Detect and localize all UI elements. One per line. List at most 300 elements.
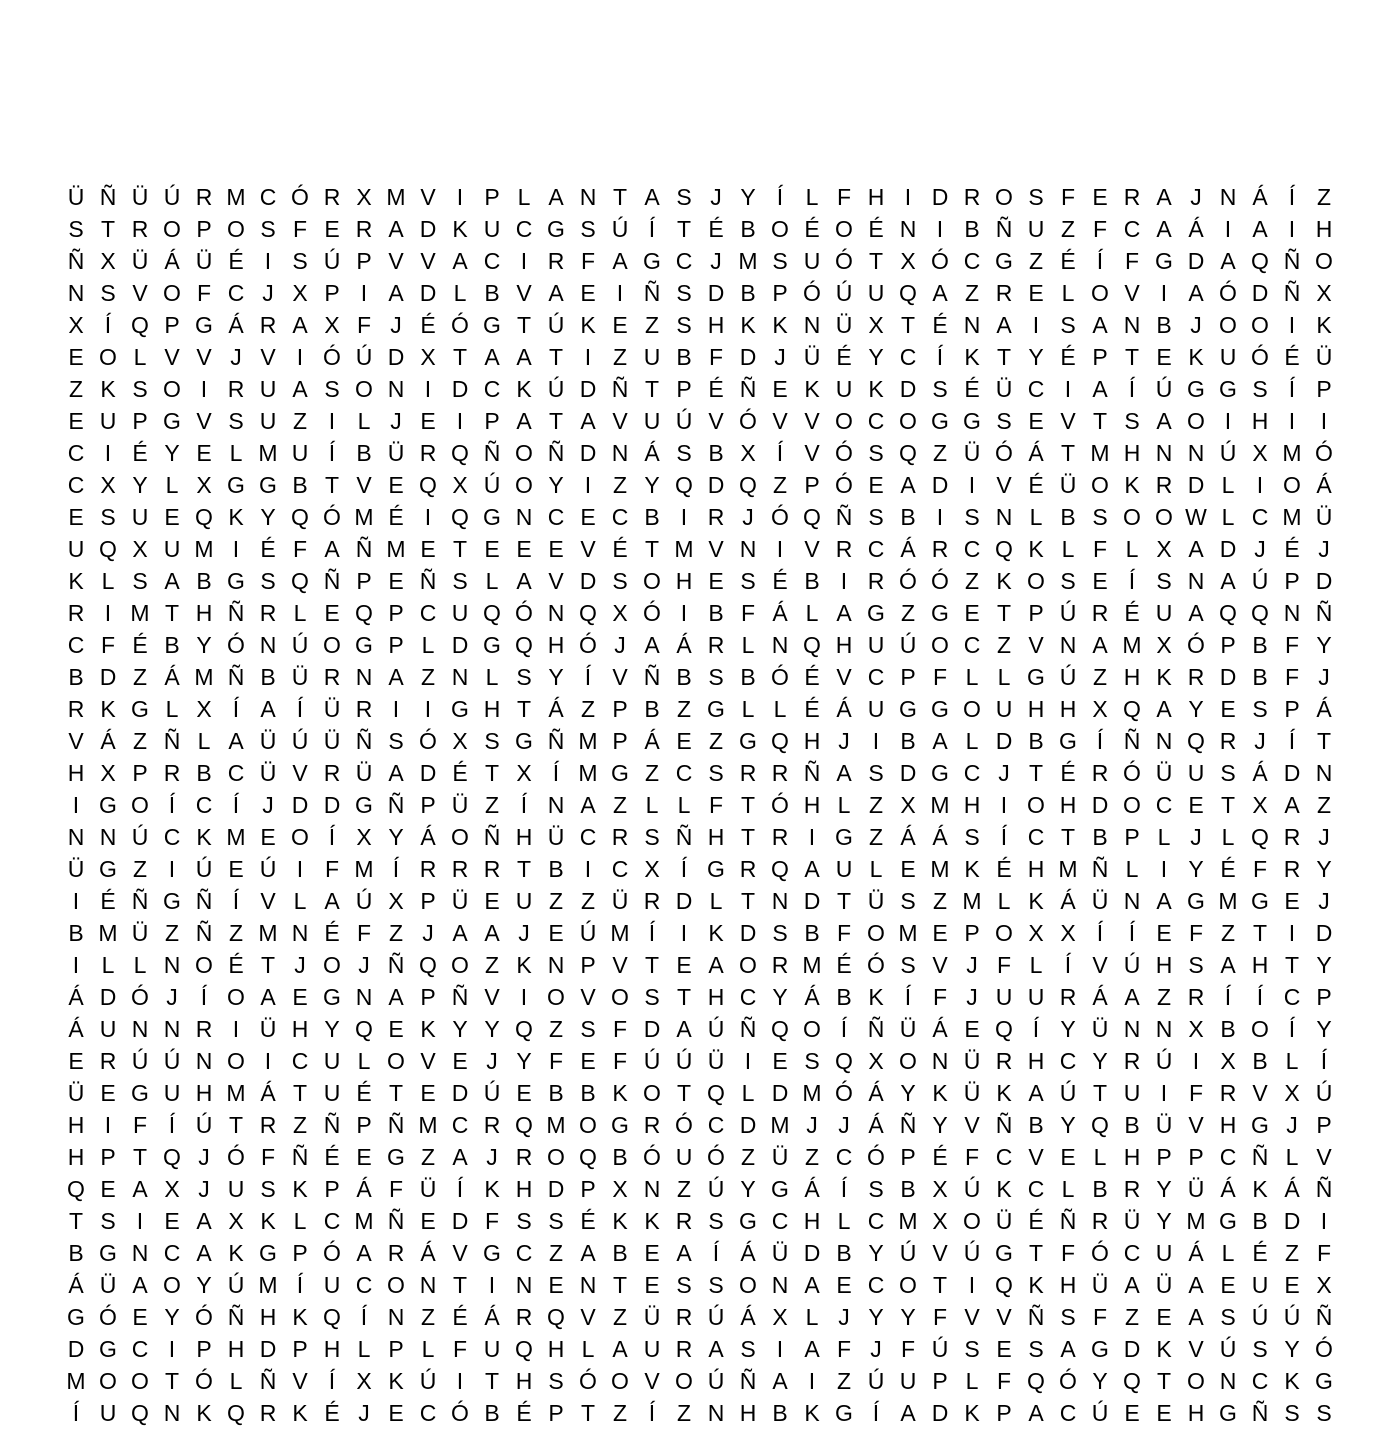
grid-row — [60, 1365, 1350, 1397]
grid-letter: U — [259, 408, 277, 434]
grid-letter: X — [516, 760, 532, 786]
grid-letter: Ñ — [739, 1368, 757, 1394]
grid-letter: A — [644, 632, 660, 658]
grid-letter: É — [324, 1144, 340, 1170]
grid-letter: H — [67, 1144, 85, 1170]
grid-letter: I — [1288, 312, 1296, 338]
grid-letter: A — [388, 216, 404, 242]
grid-letter: É — [388, 504, 404, 530]
grid-letter: Í — [712, 1240, 720, 1266]
grid-letter: S — [868, 1176, 884, 1202]
grid-letter: T — [1252, 920, 1268, 946]
grid-letter: Ó — [835, 1080, 853, 1106]
grid-letter: S — [324, 376, 340, 402]
grid-letter: E — [68, 1048, 84, 1074]
grid-letter: Á — [932, 1016, 948, 1042]
grid-letter: E — [68, 504, 84, 530]
grid-letter: C — [1155, 792, 1173, 818]
grid-letter: Í — [552, 760, 560, 786]
grid-letter: J — [1318, 824, 1330, 850]
grid-letter: X — [612, 600, 628, 626]
grid-letter: O — [1027, 792, 1045, 818]
grid-letter: E — [868, 472, 884, 498]
grid-letter: Ó — [1123, 760, 1141, 786]
grid-letter: N — [163, 1016, 181, 1042]
grid-letter: R — [1187, 664, 1205, 690]
grid-letter: K — [644, 1208, 660, 1234]
grid-row — [60, 1045, 1350, 1077]
grid-letter: R — [995, 1048, 1013, 1074]
grid-letter: S — [740, 568, 756, 594]
grid-letter: V — [964, 1112, 980, 1138]
grid-letter: Ü — [1155, 1272, 1173, 1298]
grid-letter: É — [804, 664, 820, 690]
grid-letter: L — [453, 280, 467, 306]
grid-letter: B — [68, 920, 84, 946]
grid-letter: Ñ — [227, 600, 245, 626]
grid-letter: X — [740, 440, 756, 466]
grid-letter: Ü — [67, 1080, 85, 1106]
grid-letter: J — [1318, 536, 1330, 562]
grid-letter: C — [1219, 1144, 1237, 1170]
grid-letter: J — [1286, 1112, 1298, 1138]
grid-letter: Y — [1188, 856, 1204, 882]
grid-letter: D — [899, 760, 917, 786]
grid-letter: Ó — [323, 1240, 341, 1266]
grid-letter: Í — [1288, 728, 1296, 754]
grid-letter: J — [230, 344, 242, 370]
grid-letter: Á — [548, 696, 564, 722]
grid-letter: Í — [1032, 1016, 1040, 1042]
grid-letter: T — [900, 312, 916, 338]
grid-letter: Z — [132, 856, 148, 882]
grid-letter: Q — [451, 440, 469, 466]
grid-letter: Q — [355, 600, 373, 626]
grid-letter: Á — [1188, 216, 1204, 242]
grid-letter: P — [1316, 984, 1332, 1010]
grid-letter: B — [196, 760, 212, 786]
grid-letter: Ú — [227, 1272, 245, 1298]
grid-letter: F — [260, 1144, 276, 1170]
grid-letter: C — [867, 664, 885, 690]
grid-letter: A — [292, 312, 308, 338]
grid-letter: N — [579, 1272, 597, 1298]
grid-letter: R — [227, 376, 245, 402]
grid-letter: Y — [132, 472, 148, 498]
grid-letter: Á — [420, 1240, 436, 1266]
grid-letter: D — [547, 1176, 565, 1202]
grid-letter: Ü — [131, 920, 149, 946]
grid-letter: B — [772, 1400, 788, 1426]
grid-letter: I — [72, 888, 80, 914]
grid-letter: L — [837, 792, 851, 818]
grid-letter: É — [804, 696, 820, 722]
grid-letter: Ü — [99, 1272, 117, 1298]
grid-letter: Ó — [835, 472, 853, 498]
grid-letter: J — [838, 728, 850, 754]
grid-letter: C — [611, 856, 629, 882]
grid-letter: A — [1156, 216, 1172, 242]
grid-letter: A — [804, 856, 820, 882]
grid-letter: Ñ — [547, 728, 565, 754]
grid-row — [60, 629, 1350, 661]
grid-letter: C — [1123, 1240, 1141, 1266]
grid-letter: Z — [900, 600, 916, 626]
grid-letter: D — [739, 1112, 757, 1138]
grid-letter: D — [1283, 760, 1301, 786]
grid-letter: Í — [872, 1400, 880, 1426]
grid-letter: P — [164, 312, 180, 338]
grid-letter: S — [68, 216, 84, 242]
grid-letter: F — [1092, 1304, 1108, 1330]
grid-letter: V — [804, 408, 820, 434]
grid-letter: L — [197, 728, 211, 754]
grid-letter: S — [1252, 696, 1268, 722]
grid-letter: D — [1187, 248, 1205, 274]
grid-letter: Í — [936, 344, 944, 370]
grid-letter: V — [772, 408, 788, 434]
grid-letter: M — [674, 536, 694, 562]
grid-letter: N — [1123, 1016, 1141, 1042]
grid-row — [60, 981, 1350, 1013]
grid-letter: X — [1252, 440, 1268, 466]
grid-letter: Í — [200, 984, 208, 1010]
grid-letter: E — [964, 1016, 980, 1042]
grid-letter: Q — [131, 1400, 149, 1426]
grid-letter: T — [516, 312, 532, 338]
grid-letter: X — [196, 696, 212, 722]
grid-letter: U — [1187, 760, 1205, 786]
grid-letter: M — [130, 600, 150, 626]
grid-letter: R — [867, 568, 885, 594]
grid-letter: Z — [548, 1240, 564, 1266]
grid-letter: O — [195, 952, 213, 978]
grid-letter: Ñ — [355, 728, 373, 754]
grid-letter: Ü — [259, 760, 277, 786]
grid-letter: B — [1092, 1176, 1108, 1202]
grid-letter: K — [484, 1176, 500, 1202]
grid-letter: G — [1219, 376, 1237, 402]
grid-letter: S — [484, 728, 500, 754]
grid-letter: U — [227, 1176, 245, 1202]
grid-letter: X — [1156, 632, 1172, 658]
grid-letter: H — [675, 568, 693, 594]
grid-row — [60, 597, 1350, 629]
grid-letter: B — [68, 664, 84, 690]
grid-letter: Ñ — [99, 184, 117, 210]
grid-letter: G — [483, 632, 501, 658]
grid-letter: Ü — [1091, 1272, 1109, 1298]
grid-row — [60, 1301, 1350, 1333]
grid-letter: V — [484, 984, 500, 1010]
grid-letter: S — [292, 248, 308, 274]
grid-letter: É — [1028, 1208, 1044, 1234]
grid-letter: I — [456, 184, 464, 210]
grid-letter: Z — [708, 728, 724, 754]
grid-letter: B — [484, 1400, 500, 1426]
grid-letter: D — [259, 1336, 277, 1362]
grid-letter: Ü — [259, 1016, 277, 1042]
grid-letter: L — [1157, 824, 1171, 850]
grid-letter: K — [708, 920, 724, 946]
grid-letter: E — [388, 1400, 404, 1426]
grid-letter: L — [581, 1336, 595, 1362]
grid-letter: I — [1000, 792, 1008, 818]
grid-letter: H — [195, 1080, 213, 1106]
grid-letter: V — [804, 440, 820, 466]
grid-letter: Ú — [707, 1016, 725, 1042]
grid-letter: É — [996, 856, 1012, 882]
grid-letter: F — [388, 1176, 404, 1202]
grid-letter: K — [100, 696, 116, 722]
grid-letter: J — [614, 632, 626, 658]
grid-letter: C — [1123, 216, 1141, 242]
grid-letter: Ñ — [1315, 1304, 1333, 1330]
grid-letter: X — [644, 856, 660, 882]
grid-letter: U — [899, 1368, 917, 1394]
grid-letter: A — [804, 1336, 820, 1362]
grid-letter: E — [644, 1240, 660, 1266]
grid-letter: Ú — [1315, 1080, 1333, 1106]
grid-letter: K — [996, 1080, 1012, 1106]
grid-letter: B — [164, 632, 180, 658]
grid-letter: F — [932, 664, 948, 690]
grid-letter: A — [900, 472, 916, 498]
grid-letter: Ó — [771, 792, 789, 818]
grid-letter: X — [1316, 280, 1332, 306]
grid-letter: D — [1315, 920, 1333, 946]
grid-letter: N — [259, 632, 277, 658]
grid-letter: E — [100, 1176, 116, 1202]
grid-letter: B — [484, 280, 500, 306]
grid-letter: Ó — [1315, 1336, 1333, 1362]
grid-letter: É — [420, 312, 436, 338]
grid-letter: Ó — [643, 600, 661, 626]
grid-letter: Q — [515, 1336, 533, 1362]
grid-letter: I — [104, 600, 112, 626]
grid-letter: D — [675, 888, 693, 914]
grid-letter: L — [741, 696, 755, 722]
grid-letter: D — [419, 216, 437, 242]
grid-letter: R — [163, 760, 181, 786]
grid-letter: Ó — [771, 664, 789, 690]
grid-letter: T — [100, 216, 116, 242]
grid-letter: T — [676, 984, 692, 1010]
grid-letter: S — [516, 664, 532, 690]
grid-letter: R — [1283, 824, 1301, 850]
grid-letter: N — [547, 792, 565, 818]
grid-letter: I — [1192, 1048, 1200, 1074]
grid-letter: S — [260, 1176, 276, 1202]
grid-letter: O — [163, 376, 181, 402]
grid-letter: I — [1160, 1080, 1168, 1106]
grid-letter: I — [456, 1368, 464, 1394]
grid-letter: S — [580, 216, 596, 242]
grid-letter: H — [963, 792, 981, 818]
grid-letter: Ñ — [131, 888, 149, 914]
grid-letter: Q — [483, 600, 501, 626]
grid-letter: C — [1251, 1368, 1269, 1394]
grid-letter: V — [260, 888, 276, 914]
grid-letter: P — [356, 248, 372, 274]
grid-letter: P — [1188, 1144, 1204, 1170]
grid-letter: Ñ — [1091, 856, 1109, 882]
grid-letter: A — [196, 1240, 212, 1266]
grid-letter: P — [100, 1144, 116, 1170]
grid-letter: B — [740, 216, 756, 242]
grid-letter: Í — [584, 664, 592, 690]
grid-letter: Ó — [515, 600, 533, 626]
grid-letter: K — [612, 1080, 628, 1106]
grid-letter: T — [868, 248, 884, 274]
grid-letter: I — [296, 344, 304, 370]
grid-letter: B — [68, 1240, 84, 1266]
grid-letter: É — [324, 1400, 340, 1426]
grid-letter: C — [675, 248, 693, 274]
grid-letter: Y — [548, 472, 564, 498]
grid-letter: O — [995, 184, 1013, 210]
grid-letter: Ü — [1123, 1208, 1141, 1234]
grid-letter: V — [292, 760, 308, 786]
grid-letter: L — [709, 888, 723, 914]
grid-letter: O — [163, 1272, 181, 1298]
word-search-grid — [60, 181, 1350, 1429]
grid-letter: Y — [516, 1048, 532, 1074]
grid-letter: F — [1092, 216, 1108, 242]
grid-letter: E — [1284, 888, 1300, 914]
grid-letter: Í — [680, 856, 688, 882]
grid-letter: É — [1252, 1240, 1268, 1266]
grid-letter: Á — [68, 1272, 84, 1298]
grid-letter: S — [1092, 504, 1108, 530]
grid-letter: O — [1123, 792, 1141, 818]
grid-letter: E — [1188, 792, 1204, 818]
grid-letter: Y — [1156, 1176, 1172, 1202]
grid-letter: Ú — [547, 312, 565, 338]
grid-letter: A — [324, 536, 340, 562]
grid-letter: K — [452, 216, 468, 242]
grid-letter: Ú — [419, 1368, 437, 1394]
grid-letter: C — [963, 248, 981, 274]
grid-letter: F — [1252, 856, 1268, 882]
grid-letter: T — [484, 1368, 500, 1394]
grid-letter: K — [1028, 1272, 1044, 1298]
grid-letter: F — [1284, 664, 1300, 690]
grid-letter: D — [1219, 664, 1237, 690]
grid-letter: Y — [644, 472, 660, 498]
grid-letter: L — [1125, 856, 1139, 882]
grid-letter: B — [900, 728, 916, 754]
grid-letter: Ü — [291, 664, 309, 690]
grid-letter: Z — [68, 376, 84, 402]
grid-letter: Ó — [1219, 280, 1237, 306]
grid-letter: G — [131, 696, 149, 722]
grid-letter: C — [483, 248, 501, 274]
grid-letter: Á — [164, 248, 180, 274]
grid-letter: E — [196, 440, 212, 466]
grid-letter: Á — [100, 728, 116, 754]
grid-letter: T — [1028, 760, 1044, 786]
grid-letter: Z — [420, 1144, 436, 1170]
grid-letter: A — [196, 1208, 212, 1234]
grid-letter: Í — [328, 440, 336, 466]
grid-letter: D — [387, 344, 405, 370]
grid-letter: A — [1284, 792, 1300, 818]
grid-letter: E — [388, 568, 404, 594]
grid-letter: O — [291, 824, 309, 850]
grid-letter: T — [1060, 440, 1076, 466]
grid-letter: Í — [456, 1176, 464, 1202]
grid-letter: F — [356, 920, 372, 946]
grid-letter: H — [835, 632, 853, 658]
grid-letter: X — [356, 1368, 372, 1394]
grid-letter: E — [1156, 344, 1172, 370]
grid-letter: X — [100, 472, 116, 498]
grid-letter: G — [835, 824, 853, 850]
grid-letter: Í — [104, 312, 112, 338]
grid-letter: A — [772, 1368, 788, 1394]
grid-letter: H — [323, 1336, 341, 1362]
grid-letter: Í — [840, 1016, 848, 1042]
grid-letter: E — [228, 856, 244, 882]
grid-letter: A — [324, 888, 340, 914]
grid-letter: D — [739, 344, 757, 370]
grid-letter: G — [1251, 1112, 1269, 1138]
grid-letter: I — [168, 1336, 176, 1362]
grid-letter: H — [515, 824, 533, 850]
grid-letter: G — [483, 1240, 501, 1266]
grid-letter: S — [100, 504, 116, 530]
grid-letter: R — [611, 824, 629, 850]
grid-letter: Y — [196, 1272, 212, 1298]
grid-letter: Ó — [739, 408, 757, 434]
grid-letter: E — [420, 408, 436, 434]
grid-letter: O — [131, 1368, 149, 1394]
grid-letter: K — [964, 856, 980, 882]
grid-letter: K — [1028, 888, 1044, 914]
grid-letter: N — [163, 1400, 181, 1426]
grid-letter: S — [964, 824, 980, 850]
grid-letter: A — [388, 664, 404, 690]
grid-letter: K — [516, 952, 532, 978]
grid-letter: Ú — [323, 248, 341, 274]
grid-letter: X — [1252, 792, 1268, 818]
grid-letter: D — [931, 184, 949, 210]
grid-letter: Ó — [195, 1304, 213, 1330]
grid-letter: M — [770, 1112, 790, 1138]
grid-letter: A — [1028, 1080, 1044, 1106]
grid-letter: A — [388, 280, 404, 306]
grid-letter: Í — [168, 792, 176, 818]
grid-letter: R — [963, 184, 981, 210]
grid-letter: N — [931, 1048, 949, 1074]
grid-letter: I — [168, 856, 176, 882]
grid-letter: E — [356, 1144, 372, 1170]
grid-letter: I — [808, 1368, 816, 1394]
grid-letter: S — [1028, 1336, 1044, 1362]
grid-letter: F — [1316, 1240, 1332, 1266]
grid-letter: K — [804, 376, 820, 402]
grid-letter: L — [1221, 1240, 1235, 1266]
grid-letter: D — [771, 1080, 789, 1106]
grid-letter: H — [803, 728, 821, 754]
grid-letter: F — [836, 920, 852, 946]
grid-letter: A — [1092, 312, 1108, 338]
grid-letter: Q — [803, 504, 821, 530]
grid-letter: V — [1188, 1336, 1204, 1362]
grid-letter: Ü — [611, 888, 629, 914]
grid-letter: P — [612, 696, 628, 722]
